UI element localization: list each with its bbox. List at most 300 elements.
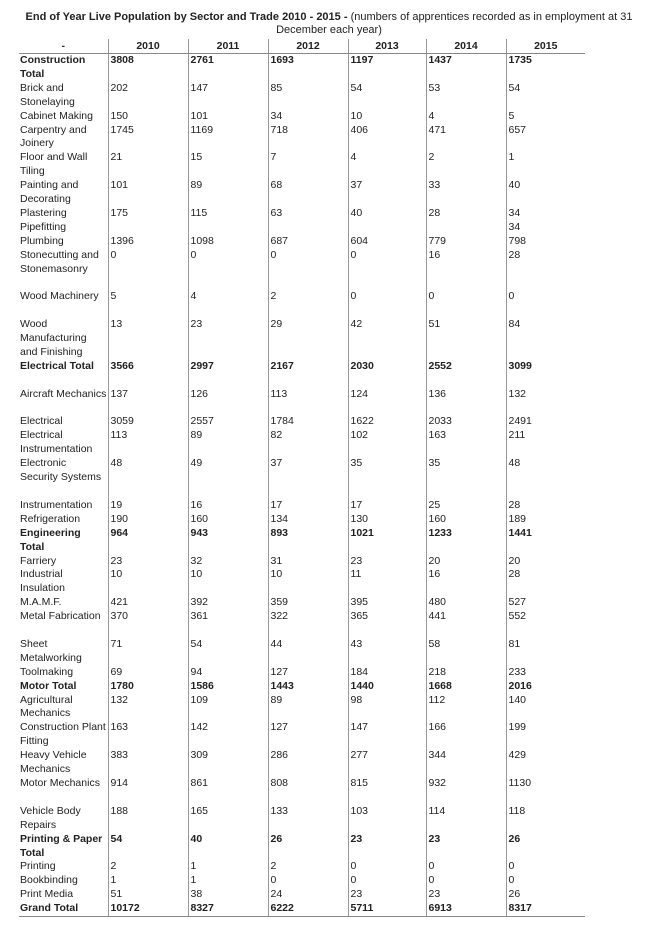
value-cell-2013: 23 [348, 555, 426, 569]
value-cell-2013: 815 [348, 777, 426, 805]
value-cell-2015: 8317 [506, 902, 585, 916]
table-body [19, 54, 585, 917]
value-cell-2011: 1 [188, 874, 268, 888]
value-cell-2014: 0 [426, 874, 506, 888]
trade-label: Bookbinding [20, 874, 78, 887]
value-cell-2015: 81 [506, 638, 585, 666]
value-cell-2014: 441 [426, 610, 506, 638]
value-cell-2011: 4 [188, 290, 268, 318]
value-cell-2011: 32 [188, 555, 268, 569]
value-cell-2014: 112 [426, 694, 506, 722]
header-cell-2014: 2014 [426, 39, 506, 54]
value-cell-2012: 82 [268, 429, 348, 457]
trade-label: Printing [20, 860, 56, 873]
value-cell-2013: 147 [348, 721, 426, 749]
value-cell-2014: 480 [426, 596, 506, 610]
value-cell-2010: 1 [108, 874, 188, 888]
value-cell-2011: 309 [188, 749, 268, 777]
value-cell-2013: 4 [348, 151, 426, 179]
value-cell-2014: 6913 [426, 902, 506, 916]
table-row [19, 777, 585, 805]
value-cell-2012: 134 [268, 513, 348, 527]
trade-label: Farriery [20, 554, 57, 567]
table-row-total [19, 54, 585, 82]
trade-label: Motor Total [20, 679, 77, 692]
value-cell-2011: 2557 [188, 415, 268, 429]
value-cell-2010: 101 [108, 179, 188, 207]
value-cell-2015: 3099 [506, 360, 585, 388]
value-cell-2012: 63 [268, 207, 348, 235]
value-cell-2012: 0 [268, 249, 348, 291]
value-cell-2011: 943 [188, 527, 268, 555]
value-cell-2010: 10 [108, 568, 188, 596]
value-cell-2013: 102 [348, 429, 426, 457]
value-cell-2012: 7 [268, 151, 348, 179]
value-cell-2013: 395 [348, 596, 426, 610]
value-cell-2014: 160 [426, 513, 506, 527]
value-cell-2015: 552 [506, 610, 585, 638]
value-cell-2010: 383 [108, 749, 188, 777]
value-cell-2014: 58 [426, 638, 506, 666]
trade-label: Refrigeration [20, 512, 81, 525]
value-cell-2013: 23 [348, 833, 426, 861]
value-cell-2012: 133 [268, 805, 348, 833]
value-cell-2015: 48 [506, 457, 585, 499]
value-cell-2015: 1441 [506, 527, 585, 555]
value-cell-2012: 10 [268, 568, 348, 596]
table-row [19, 290, 585, 318]
table-row-total [19, 833, 585, 861]
value-cell-2011: 126 [188, 388, 268, 416]
value-cell-2014: 932 [426, 777, 506, 805]
value-cell-2014: 344 [426, 749, 506, 777]
value-cell-2010: 137 [108, 388, 188, 416]
value-cell-2013: 35 [348, 457, 426, 499]
value-cell-2015: 1 [506, 151, 585, 179]
trade-label: Wood Machinery [20, 290, 99, 303]
value-cell-2010: 23 [108, 555, 188, 569]
value-cell-2010: 48 [108, 457, 188, 499]
value-cell-2014: 20 [426, 555, 506, 569]
value-cell-2011: 0 [188, 249, 268, 291]
trade-label: Electrical [20, 415, 63, 428]
value-cell-2015: 5 [506, 110, 585, 124]
trade-label: Motor Mechanics [20, 777, 100, 789]
value-cell-2010: 150 [108, 110, 188, 124]
value-cell-2013: 184 [348, 666, 426, 680]
value-cell-2011: 94 [188, 666, 268, 680]
value-cell-2011: 49 [188, 457, 268, 499]
value-cell-2015: 40 [506, 179, 585, 207]
value-cell-2012: 2167 [268, 360, 348, 388]
value-cell-2013: 130 [348, 513, 426, 527]
value-cell-2010: 190 [108, 513, 188, 527]
table-row [19, 638, 585, 666]
value-cell-2012: 2 [268, 860, 348, 874]
value-cell-2010: 1396 [108, 235, 188, 249]
value-cell-2010: 2 [108, 860, 188, 874]
trade-label: Carpentry and Joinery [20, 123, 87, 150]
table-row [19, 805, 585, 833]
trade-label: Plastering Pipefitting [20, 206, 67, 233]
value-cell-2012: 37 [268, 457, 348, 499]
value-cell-2011: 54 [188, 638, 268, 666]
value-cell-2010: 69 [108, 666, 188, 680]
value-cell-2011: 160 [188, 513, 268, 527]
table-row-total [19, 902, 585, 916]
trade-label: M.A.M.F. [20, 596, 62, 609]
value-cell-2015: 233 [506, 666, 585, 680]
value-cell-2010: 13 [108, 318, 188, 360]
value-cell-2013: 0 [348, 249, 426, 291]
value-cell-2013: 406 [348, 124, 426, 152]
header-cell-2011: 2011 [188, 39, 268, 54]
value-cell-2012: 359 [268, 596, 348, 610]
value-cell-2011: 23 [188, 318, 268, 360]
table-title [20, 11, 638, 37]
value-cell-2012: 687 [268, 235, 348, 249]
table-row [19, 596, 585, 610]
value-cell-2011: 1 [188, 860, 268, 874]
value-cell-2011: 1169 [188, 124, 268, 152]
value-cell-2010: 1745 [108, 124, 188, 152]
value-cell-2014: 218 [426, 666, 506, 680]
value-cell-2012: 808 [268, 777, 348, 805]
table-row [19, 874, 585, 888]
value-cell-2012: 1443 [268, 680, 348, 694]
trade-label: Wood Manufacturing and Finishing [20, 318, 87, 358]
value-cell-2010: 10172 [108, 902, 188, 916]
trade-label: Instrumentation [20, 498, 93, 511]
value-cell-2015: 0 [506, 290, 585, 318]
value-cell-2011: 101 [188, 110, 268, 124]
value-cell-2014: 471 [426, 124, 506, 152]
value-cell-2015: 657 [506, 124, 585, 152]
value-cell-2015: 527 [506, 596, 585, 610]
trade-label: Electronic Security Systems [20, 457, 102, 484]
header-row [19, 39, 585, 54]
value-cell-2013: 54 [348, 82, 426, 110]
table-row [19, 610, 585, 638]
value-cell-2012: 2 [268, 290, 348, 318]
table-row [19, 666, 585, 680]
value-cell-2014: 2552 [426, 360, 506, 388]
value-cell-2011: 147 [188, 82, 268, 110]
value-cell-2013: 0 [348, 290, 426, 318]
value-cell-2015: 34 34 [506, 207, 585, 235]
value-cell-2010: 3059 [108, 415, 188, 429]
value-cell-2015: 28 [506, 499, 585, 513]
value-cell-2013: 42 [348, 318, 426, 360]
value-cell-2013: 103 [348, 805, 426, 833]
value-cell-2014: 1668 [426, 680, 506, 694]
header-cell-2013: 2013 [348, 39, 426, 54]
value-cell-2015: 2016 [506, 680, 585, 694]
value-cell-2013: 43 [348, 638, 426, 666]
table-row [19, 749, 585, 777]
trade-label: Electrical Instrumentation [20, 429, 93, 456]
trade-label: Aircraft Mechanics [20, 387, 107, 400]
trade-label: Agricultural Mechanics [20, 693, 73, 720]
value-cell-2010: 370 [108, 610, 188, 638]
trade-label: Print Media [20, 888, 74, 901]
trade-label: Heavy Vehicle Mechanics [20, 749, 87, 776]
trade-label: Floor and Wall Tiling [20, 151, 88, 178]
value-cell-2012: 286 [268, 749, 348, 777]
value-cell-2011: 1586 [188, 680, 268, 694]
value-cell-2014: 2 [426, 151, 506, 179]
trade-label: Industrial Insulation [20, 568, 65, 595]
value-cell-2014: 51 [426, 318, 506, 360]
value-cell-2013: 98 [348, 694, 426, 722]
value-cell-2013: 40 [348, 207, 426, 235]
value-cell-2011: 142 [188, 721, 268, 749]
value-cell-2014: 28 [426, 207, 506, 235]
value-cell-2013: 2030 [348, 360, 426, 388]
value-cell-2011: 10 [188, 568, 268, 596]
value-cell-2014: 1233 [426, 527, 506, 555]
value-cell-2014: 16 [426, 249, 506, 291]
value-cell-2014: 33 [426, 179, 506, 207]
value-cell-2013: 10 [348, 110, 426, 124]
value-cell-2015: 28 [506, 568, 585, 596]
value-cell-2015: 0 [506, 860, 585, 874]
value-cell-2012: 26 [268, 833, 348, 861]
trade-label: Brick and Stonelaying [20, 81, 75, 108]
value-cell-2015: 0 [506, 874, 585, 888]
header-cell-2010: 2010 [108, 39, 188, 54]
header-cell-trade: - [19, 39, 108, 54]
value-cell-2012: 34 [268, 110, 348, 124]
value-cell-2011: 109 [188, 694, 268, 722]
trade-label: Plumbing [20, 234, 64, 247]
value-cell-2013: 1440 [348, 680, 426, 694]
value-cell-2013: 11 [348, 568, 426, 596]
table-row [19, 457, 585, 499]
value-cell-2012: 718 [268, 124, 348, 152]
value-cell-2015: 798 [506, 235, 585, 249]
table-row [19, 179, 585, 207]
value-cell-2014: 779 [426, 235, 506, 249]
value-cell-2013: 23 [348, 888, 426, 902]
value-cell-2015: 26 [506, 888, 585, 902]
value-cell-2015: 118 [506, 805, 585, 833]
value-cell-2012: 85 [268, 82, 348, 110]
value-cell-2012: 322 [268, 610, 348, 638]
value-cell-2011: 361 [188, 610, 268, 638]
value-cell-2015: 199 [506, 721, 585, 749]
value-cell-2010: 964 [108, 527, 188, 555]
value-cell-2015: 1735 [506, 54, 585, 82]
value-cell-2014: 4 [426, 110, 506, 124]
trade-label: Electrical Total [20, 359, 94, 372]
value-cell-2012: 1784 [268, 415, 348, 429]
value-cell-2011: 861 [188, 777, 268, 805]
trade-label: Metal Fabrication [20, 610, 101, 623]
value-cell-2014: 136 [426, 388, 506, 416]
value-cell-2013: 17 [348, 499, 426, 513]
value-cell-2012: 29 [268, 318, 348, 360]
value-cell-2014: 25 [426, 499, 506, 513]
title-bold: End of Year Live Population by Sector and Trade 2010 - 2015 - [25, 11, 348, 23]
value-cell-2012: 17 [268, 499, 348, 513]
value-cell-2015: 211 [506, 429, 585, 457]
trade-label: Cabinet Making [20, 109, 93, 122]
value-cell-2015: 132 [506, 388, 585, 416]
value-cell-2010: 51 [108, 888, 188, 902]
value-cell-2015: 20 [506, 555, 585, 569]
value-cell-2014: 163 [426, 429, 506, 457]
value-cell-2013: 604 [348, 235, 426, 249]
title-note: (numbers of apprentices recorded as in employment at 31 December each year) [276, 11, 633, 36]
value-cell-2014: 53 [426, 82, 506, 110]
value-cell-2010: 163 [108, 721, 188, 749]
value-cell-2014: 0 [426, 290, 506, 318]
value-cell-2011: 8327 [188, 902, 268, 916]
value-cell-2012: 6222 [268, 902, 348, 916]
value-cell-2010: 113 [108, 429, 188, 457]
value-cell-2011: 165 [188, 805, 268, 833]
value-cell-2013: 5711 [348, 902, 426, 916]
trade-label: Printing & Paper Total [20, 832, 103, 859]
value-cell-2015: 429 [506, 749, 585, 777]
value-cell-2011: 38 [188, 888, 268, 902]
table-row [19, 235, 585, 249]
value-cell-2012: 113 [268, 388, 348, 416]
value-cell-2011: 2997 [188, 360, 268, 388]
value-cell-2012: 44 [268, 638, 348, 666]
value-cell-2010: 3566 [108, 360, 188, 388]
table-row-total [19, 680, 585, 694]
value-cell-2010: 188 [108, 805, 188, 833]
table-row-total [19, 360, 585, 388]
value-cell-2011: 1098 [188, 235, 268, 249]
value-cell-2011: 2761 [188, 54, 268, 82]
value-cell-2012: 24 [268, 888, 348, 902]
value-cell-2015: 28 [506, 249, 585, 291]
value-cell-2011: 115 [188, 207, 268, 235]
value-cell-2014: 23 [426, 888, 506, 902]
table-row [19, 110, 585, 124]
value-cell-2011: 89 [188, 429, 268, 457]
apprentice-population-table [19, 39, 585, 917]
value-cell-2015: 1130 [506, 777, 585, 805]
value-cell-2011: 392 [188, 596, 268, 610]
table-row [19, 499, 585, 513]
table-row [19, 568, 585, 596]
trade-label: Construction Plant Fitting [20, 721, 106, 748]
value-cell-2015: 26 [506, 833, 585, 861]
value-cell-2010: 0 [108, 249, 188, 291]
value-cell-2010: 19 [108, 499, 188, 513]
value-cell-2010: 5 [108, 290, 188, 318]
value-cell-2014: 1437 [426, 54, 506, 82]
value-cell-2010: 421 [108, 596, 188, 610]
value-cell-2012: 1693 [268, 54, 348, 82]
value-cell-2012: 893 [268, 527, 348, 555]
value-cell-2013: 1622 [348, 415, 426, 429]
value-cell-2011: 40 [188, 833, 268, 861]
table-row [19, 415, 585, 429]
value-cell-2010: 71 [108, 638, 188, 666]
value-cell-2010: 175 [108, 207, 188, 235]
table-row [19, 888, 585, 902]
value-cell-2012: 127 [268, 666, 348, 680]
table-row [19, 151, 585, 179]
trade-label: Toolmaking [20, 665, 74, 678]
value-cell-2012: 0 [268, 874, 348, 888]
table-row [19, 513, 585, 527]
value-cell-2010: 1780 [108, 680, 188, 694]
table-row [19, 721, 585, 749]
value-cell-2010: 54 [108, 833, 188, 861]
value-cell-2012: 89 [268, 694, 348, 722]
value-cell-2015: 189 [506, 513, 585, 527]
value-cell-2012: 31 [268, 555, 348, 569]
trade-label: Stonecutting and Stonemasonry [20, 248, 99, 275]
value-cell-2014: 16 [426, 568, 506, 596]
value-cell-2014: 2033 [426, 415, 506, 429]
table-row-total [19, 527, 585, 555]
table-row [19, 249, 585, 291]
trade-label: Engineering Total [20, 526, 81, 553]
header-cell-2015: 2015 [506, 39, 585, 54]
value-cell-2010: 914 [108, 777, 188, 805]
trade-label: Sheet Metalworking [20, 637, 82, 664]
value-cell-2010: 3808 [108, 54, 188, 82]
value-cell-2013: 0 [348, 874, 426, 888]
value-cell-2010: 132 [108, 694, 188, 722]
value-cell-2011: 16 [188, 499, 268, 513]
table-row [19, 82, 585, 110]
table-row [19, 555, 585, 569]
table-row [19, 124, 585, 152]
value-cell-2014: 166 [426, 721, 506, 749]
value-cell-2013: 365 [348, 610, 426, 638]
value-cell-2013: 1197 [348, 54, 426, 82]
value-cell-2012: 127 [268, 721, 348, 749]
value-cell-2015: 84 [506, 318, 585, 360]
trade-label: Grand Total [19, 902, 108, 916]
value-cell-2015: 140 [506, 694, 585, 722]
table-row [19, 429, 585, 457]
table-row [19, 207, 585, 235]
value-cell-2015: 2491 [506, 415, 585, 429]
trade-label: Construction Total [20, 54, 86, 80]
trade-label: Vehicle Body Repairs [20, 804, 81, 831]
value-cell-2014: 0 [426, 860, 506, 874]
value-cell-2014: 114 [426, 805, 506, 833]
value-cell-2013: 277 [348, 749, 426, 777]
value-cell-2014: 23 [426, 833, 506, 861]
table-row [19, 388, 585, 416]
trade-label: Painting and Decorating [20, 179, 79, 206]
table-row [19, 694, 585, 722]
value-cell-2014: 35 [426, 457, 506, 499]
value-cell-2013: 1021 [348, 527, 426, 555]
value-cell-2015: 54 [506, 82, 585, 110]
table-row [19, 318, 585, 360]
value-cell-2012: 68 [268, 179, 348, 207]
value-cell-2010: 202 [108, 82, 188, 110]
value-cell-2013: 37 [348, 179, 426, 207]
value-cell-2013: 0 [348, 860, 426, 874]
header-cell-2012: 2012 [268, 39, 348, 54]
table-row [19, 860, 585, 874]
value-cell-2010: 21 [108, 151, 188, 179]
value-cell-2011: 89 [188, 179, 268, 207]
value-cell-2011: 15 [188, 151, 268, 179]
